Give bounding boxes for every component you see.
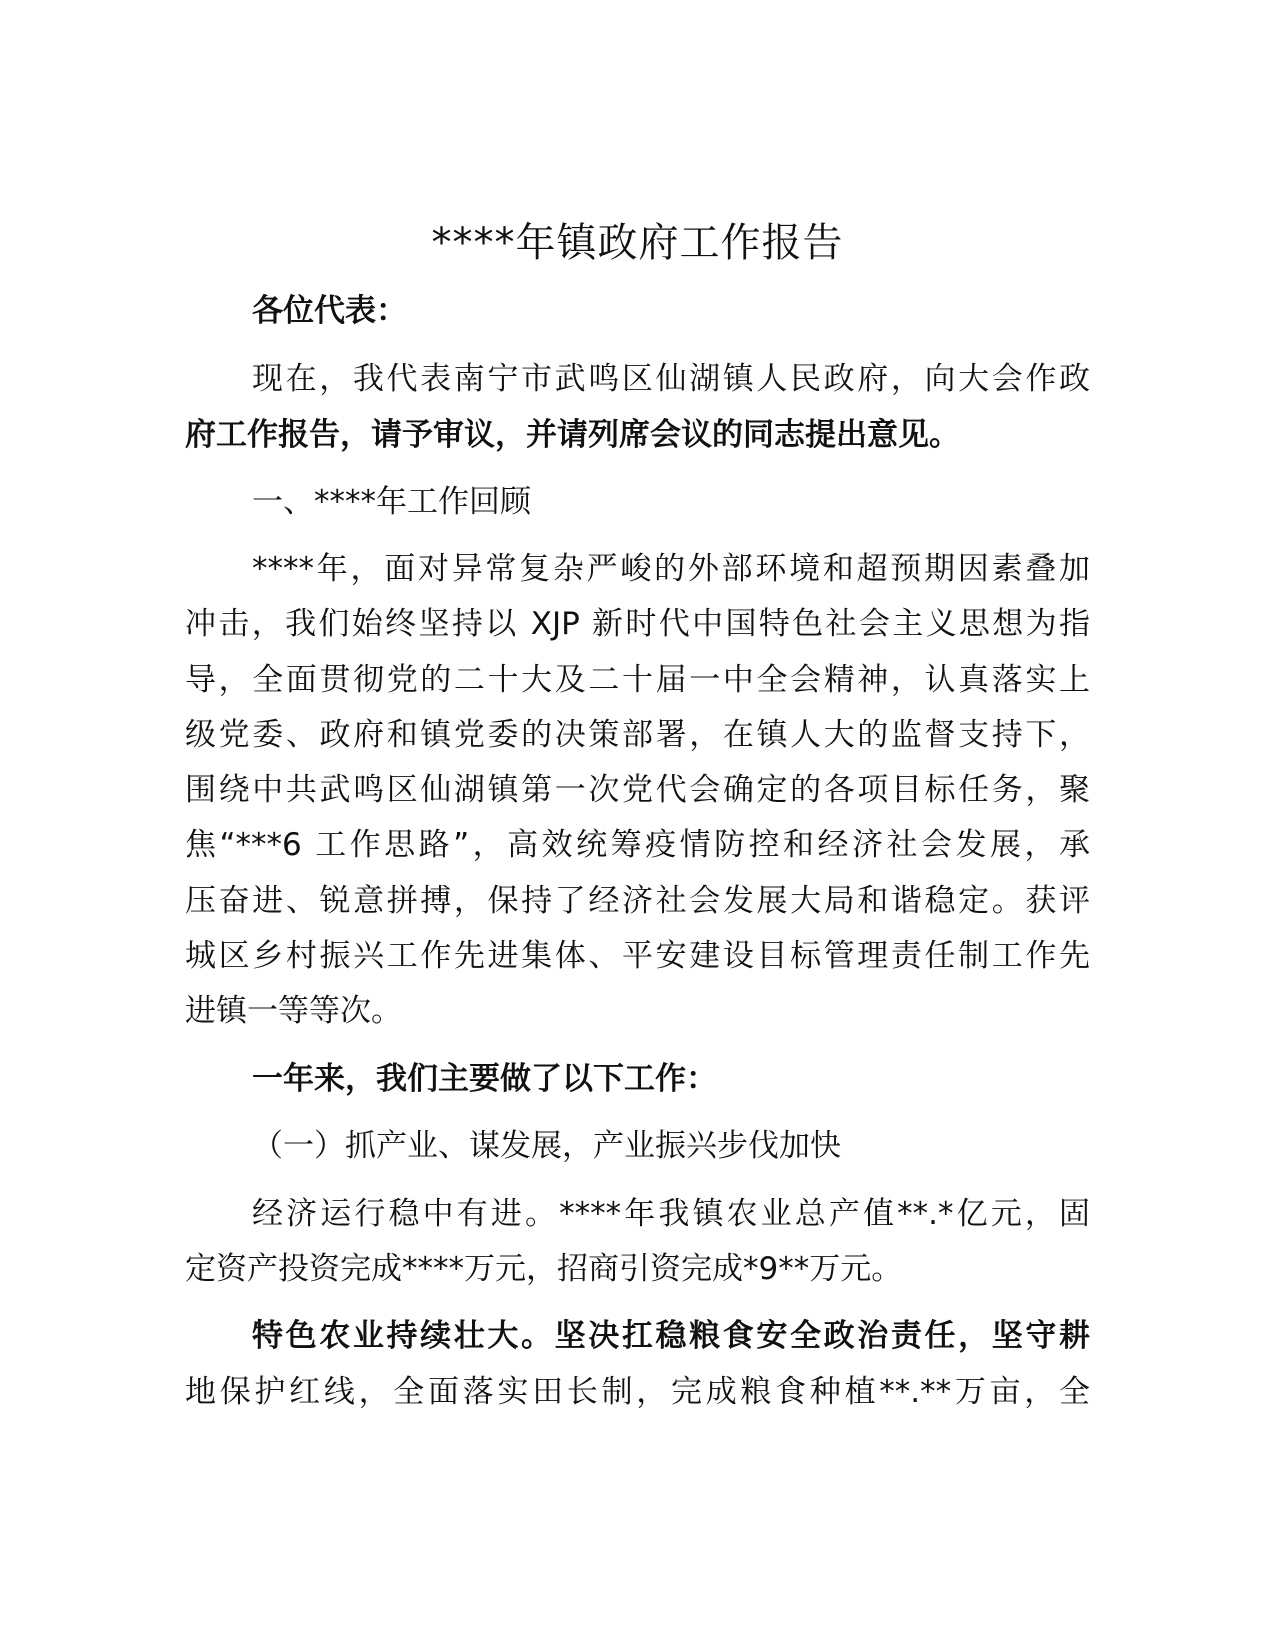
paragraph-line: 定资产投资完成****万元，招商引资完成*9**万元。 (185, 1251, 903, 1287)
paragraph-line: 级党委、政府和镇党委的决策部署，在镇人大的监督支持下， (185, 717, 1090, 753)
paragraph-line: 现在，我代表南宁市武鸣区仙湖镇人民政府，向大会作政 (252, 361, 1090, 397)
section-heading: 一、****年工作回顾 (252, 484, 531, 520)
paragraph-line: 城区乡村振兴工作先进集体、平安建设目标管理责任制工作先 (185, 938, 1090, 974)
paragraph-line: 焦“***6 工作思路”，高效统筹疫情防控和经济社会发展，承 (185, 827, 1090, 863)
paragraph-line: 导，全面贯彻党的二十大及二十届一中全会精神，认真落实上 (185, 662, 1090, 698)
salutation: 各位代表： (252, 293, 407, 329)
paragraph-line: 进镇一等等次。 (185, 993, 402, 1029)
paragraph-line: 特色农业持续壮大。坚决扛稳粮食安全政治责任，坚守耕 (252, 1318, 1090, 1354)
paragraph-line: 围绕中共武鸣区仙湖镇第一次党代会确定的各项目标任务，聚 (185, 772, 1090, 808)
paragraph-line: 经济运行稳中有进。****年我镇农业总产值**.*亿元，固 (252, 1196, 1090, 1232)
paragraph-line: 一年来，我们主要做了以下工作： (252, 1061, 717, 1097)
paragraph-line: 压奋进、锐意拼搏，保持了经济社会发展大局和谐稳定。获评 (185, 883, 1090, 919)
paragraph-line: 府工作报告，请予审议，并请列席会议的同志提出意见。 (185, 417, 960, 453)
paragraph-line: ****年，面对异常复杂严峻的外部环境和超预期因素叠加 (252, 551, 1090, 587)
document-title: ****年镇政府工作报告 (431, 220, 844, 266)
paragraph-line: 地保护红线，全面落实田长制，完成粮食种植**.**万亩，全 (185, 1374, 1090, 1410)
paragraph-line: 冲击，我们始终坚持以 XJP 新时代中国特色社会主义思想为指 (185, 606, 1090, 642)
subsection-heading: （一）抓产业、谋发展，产业振兴步伐加快 (252, 1128, 841, 1164)
